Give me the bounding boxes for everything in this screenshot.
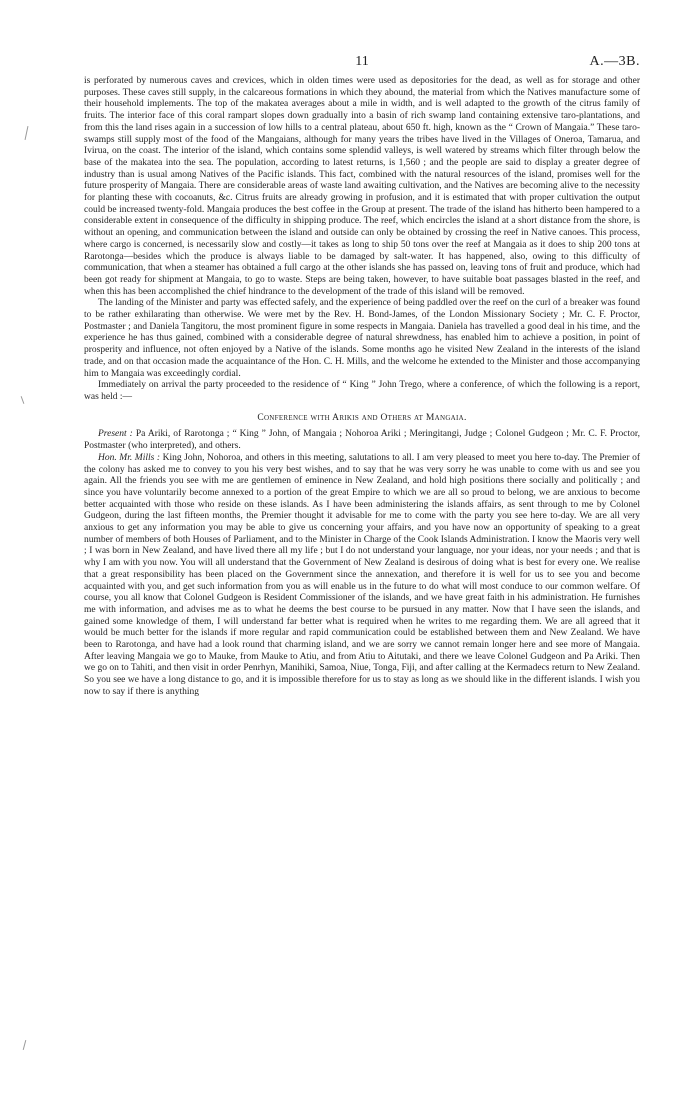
document-reference: A.—3B. — [589, 54, 640, 69]
paragraph-mangaia-description: is perforated by numerous caves and crevices, which in olden times were used as depositories for the dead, as well as for storage and other purposes. These caves still supply, in the calcareous formations in which they abound, the material from which the Natives manufacture some of their household implements. The top of the makatea averages about a mile in width, and is well adapted to the growth of the citrus family of fruits. The interior face of this coral rampart slopes down gradually into a basin of rich swamp land containing extensive taro-plantations, and from this the land rises again in a succession of low hills to a central plateau, about 650 ft. high, known as the “ Crown of Mangaia.” These taro-swamps still supply most of the food of the Mangaians, although for many years the tribes have lived in the Villages of Oneroa, Tamarua, and Ivirua, on the coast. The interior of the island, which contains some splendid valleys, is well watered by streams which filter through below the base of the makatea into the sea. The population, according to latest returns, is 1,560 ; and the people are said to display a greater degree of industry than is usual among Natives of the Pacific islands. This fact, combined with the natural resources of the island, promises well for the future prosperity of Mangaia. There are considerable areas of waste land awaiting cultivation, and the Natives are becoming alive to the necessity for planting these with cocoanuts, &c. Citrus fruits are already growing in profusion, and it is estimated that with proper cultivation the output could be increased twenty-fold. Mangaia produces the best coffee in the Group at present. The trade of the island has hitherto been hampered to a considerable extent in consequence of the difficulty in shipping produce. The reef, which encircles the island at a short distance from the shore, is without an opening, and communication between the island and outside can only be obtained by crossing the reef in Native canoes. This process, where cargo is concerned, is necessarily slow and costly—it takes as long to ship 50 tons over the reef at Mangaia as it does to ship 200 tons at Rarotonga—besides which the produce is always liable to be damaged by salt-water. It has happened, also, owing to this difficulty of communication, that when a steamer has obtained a full cargo at the other islands she has passed on, leaving tons of fruit and produce, which had been got ready for shipment at Mangaia, to go to waste. Steps are being taken, however, to have suitable boat passages blasted in the reef, and when this has been accomplished the chief hindrance to the development of the trade of this island will be removed. — [84, 76, 640, 297]
paragraph-speech — [84, 453, 640, 699]
page-number: 11 — [355, 54, 369, 69]
speech-text: King John, Nohoroa, and others in this meeting, salutations to all. I am very pleased to meet you here to-day. The Premier of the colony has asked me to convey to you his very best wishes, and to say that he was very sorry he was unable to come with us and see you again. All the friends you see with me are gentlemen of eminence in New Zealand, and hold high positions there socially and politically ; and since you have voluntarily become annexed to a portion of the great Empire to which we are all so proud to belong, we are anxious to become better acquainted with those who reside on these islands. As I have been administering the islands affairs, as sent through to me by Colonel Gudgeon, during the last fifteen months, the Premier thought it advisable for me to come with the party you see here to-day. We are all very anxious to get any information you may be able to give us concerning your affairs, and you have now an opportunity of speaking to a great number of members of both Houses of Parliament, and to the Minister in Charge of the Cook Islands Administration. I know the Maoris very well ; I was born in New Zealand, and have lived there all my life ; but I do not understand your language, nor your ideas, nor your needs ; and that is why I am with you now. You will all understand that the Government of New Zealand is desirous of doing what is best for every one. We realise that a great responsibility has been placed on the Government since the annexation, and therefore it is well for us to see you and become acquainted with you, and get such information from you as will enable us in the future to do what will most conduce to our common welfare. Of course, you all know that Colonel Gudgeon is Resident Commissioner of the islands, and we have great faith in his administration. He furnishes me with information, and advises me as to what he deems the best course to be pursued in any matter. Now that I have seen the islands, and gained some knowledge of them, I will understand far better what is required when he writes to me regarding them. We are all agreed that it would be much better for the islands if more regular and rapid communication could be established between them and New Zealand. We have been to Rarotonga, and have had a look round that charming island, and we are sorry we cannot remain longer here and see more of Mangaia. After leaving Mangaia we go to Mauke, from Mauke to Atiu, and from Atiu to Aitutaki, and there we leave Colonel Gudgeon and Pa Ariki. Then we go on to Tahiti, and then visit in order Penrhyn, Manihiki, Samoa, Niue, Tonga, Fiji, and after calling at the Kermadecs return to New Zealand. So you see we have a long distance to go, and it is impossible therefore for us to stay as long as we should like in the different islands. I wish you now to say if there is anything — [84, 452, 640, 697]
margin-pencil-mark — [21, 396, 25, 404]
margin-pencil-mark — [23, 1040, 27, 1050]
present-label: Present : — [98, 429, 133, 440]
margin-pencil-mark — [25, 126, 29, 140]
paragraph-arrival: Immediately on arrival the party proceeded to the residence of “ King ” John Trego, where a conference, of which the following is a report, was held :— — [84, 380, 640, 402]
speaker-label: Hon. Mr. Mills : — [98, 452, 161, 463]
section-heading: Conference with Arikis and Others at Mangaia. — [257, 412, 467, 423]
page-header — [84, 52, 640, 76]
document-page — [84, 52, 640, 699]
body-text — [84, 76, 640, 699]
paragraph-landing: The landing of the Minister and party was effected safely, and the experience of being paddled over the reef on the curl of a breaker was found to be rather exhilarating than otherwise. We were met by the Rev. H. Bond-James, of the London Missionary Society ; Mr. C. F. Proctor, Postmaster ; and Daniela Tangitoru, the most prominent figure in some respects in Mangaia. Daniela has travelled a good deal in his time, and the experience he has thus gained, combined with a considerable degree of natural shrewdness, has enabled him to achieve a position, in point of prosperity and influence, not often enjoyed by a Native of the islands. Some months ago he visited New Zealand in the interests of the island trade, and on that occasion made the acquaintance of the Hon. C. H. Mills, and the welcome he extended to the Minister and those accompanying him to Mangaia was exceedingly cordial. — [84, 298, 640, 379]
present-text: Pa Ariki, of Rarotonga ; “ King ” John, of Mangaia ; Nohoroa Ariki ; Meringitangi, Judge ; Colonel Gudgeon ; Mr. C. F. Proctor, Postmaster (who interpreted), and others. — [84, 429, 640, 452]
paragraph-present — [84, 429, 640, 452]
